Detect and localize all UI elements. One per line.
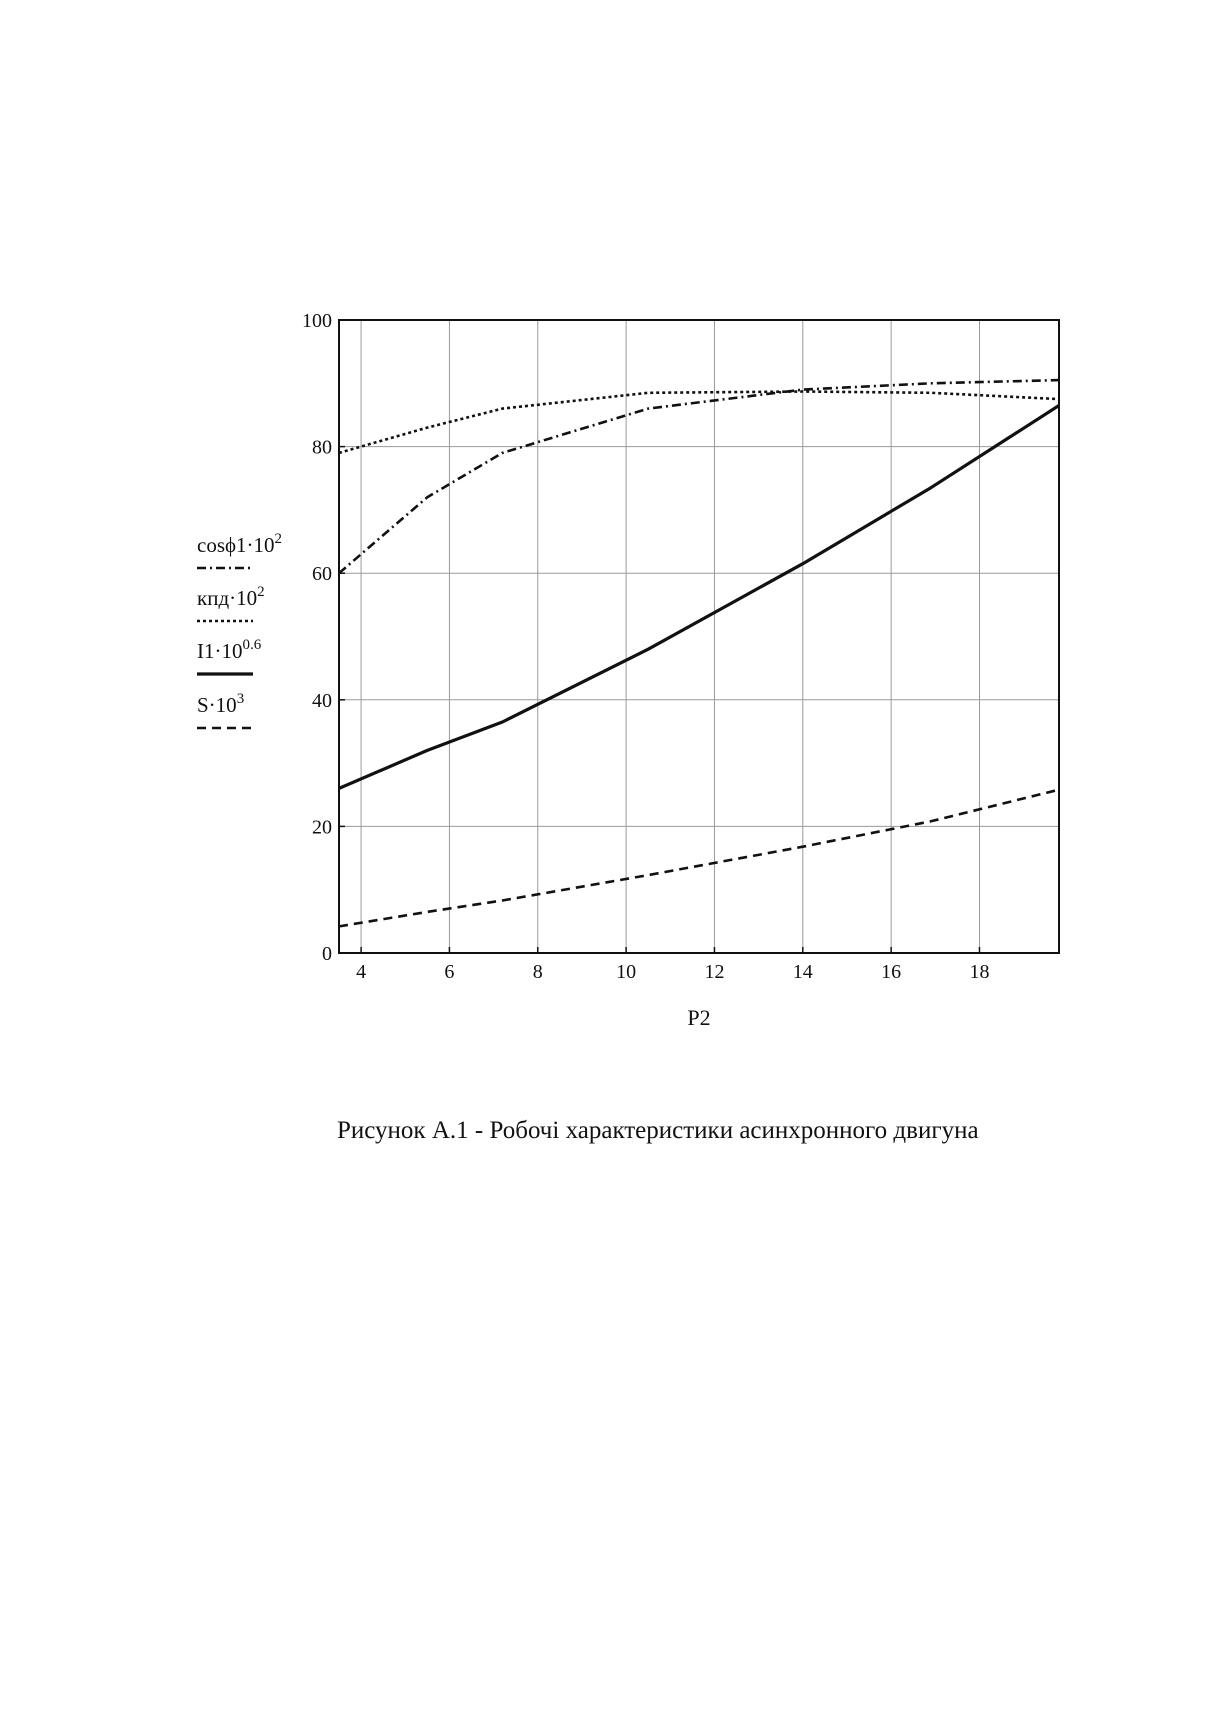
y-tick-label: 80 — [312, 436, 332, 459]
legend-label: $кпд\cdot 10^2$ — [197, 584, 265, 610]
x-tick-label: 18 — [969, 961, 990, 983]
legend-label: $\cos\phi 1\cdot 10^2$ — [197, 531, 283, 557]
x-tick-label: 8 — [532, 961, 543, 983]
legend-label: $S\cdot 10^3$ — [197, 691, 245, 717]
x-tick-label: 14 — [792, 961, 813, 983]
plot-area — [339, 320, 1059, 953]
y-tick-label: 60 — [312, 563, 332, 586]
x-tick-label: 10 — [616, 961, 637, 983]
figure-caption: Рисунок А.1 - Робочі характеристики асинхронного двигуна — [337, 1117, 979, 1144]
y-tick-label: 0 — [322, 943, 332, 965]
y-tick-label: 100 — [302, 310, 332, 332]
legend — [197, 531, 282, 728]
y-tick-label: 40 — [312, 689, 332, 712]
x-tick-label: 6 — [444, 961, 455, 983]
x-tick-label: 4 — [356, 961, 367, 983]
x-tick-label: 12 — [704, 961, 725, 983]
x-tick-label: 16 — [881, 961, 902, 983]
legend-label: $I1\cdot 10^{0.6}$ — [197, 637, 262, 663]
y-tick-label: 20 — [312, 816, 332, 839]
x-axis-title: P2 — [687, 1005, 711, 1030]
